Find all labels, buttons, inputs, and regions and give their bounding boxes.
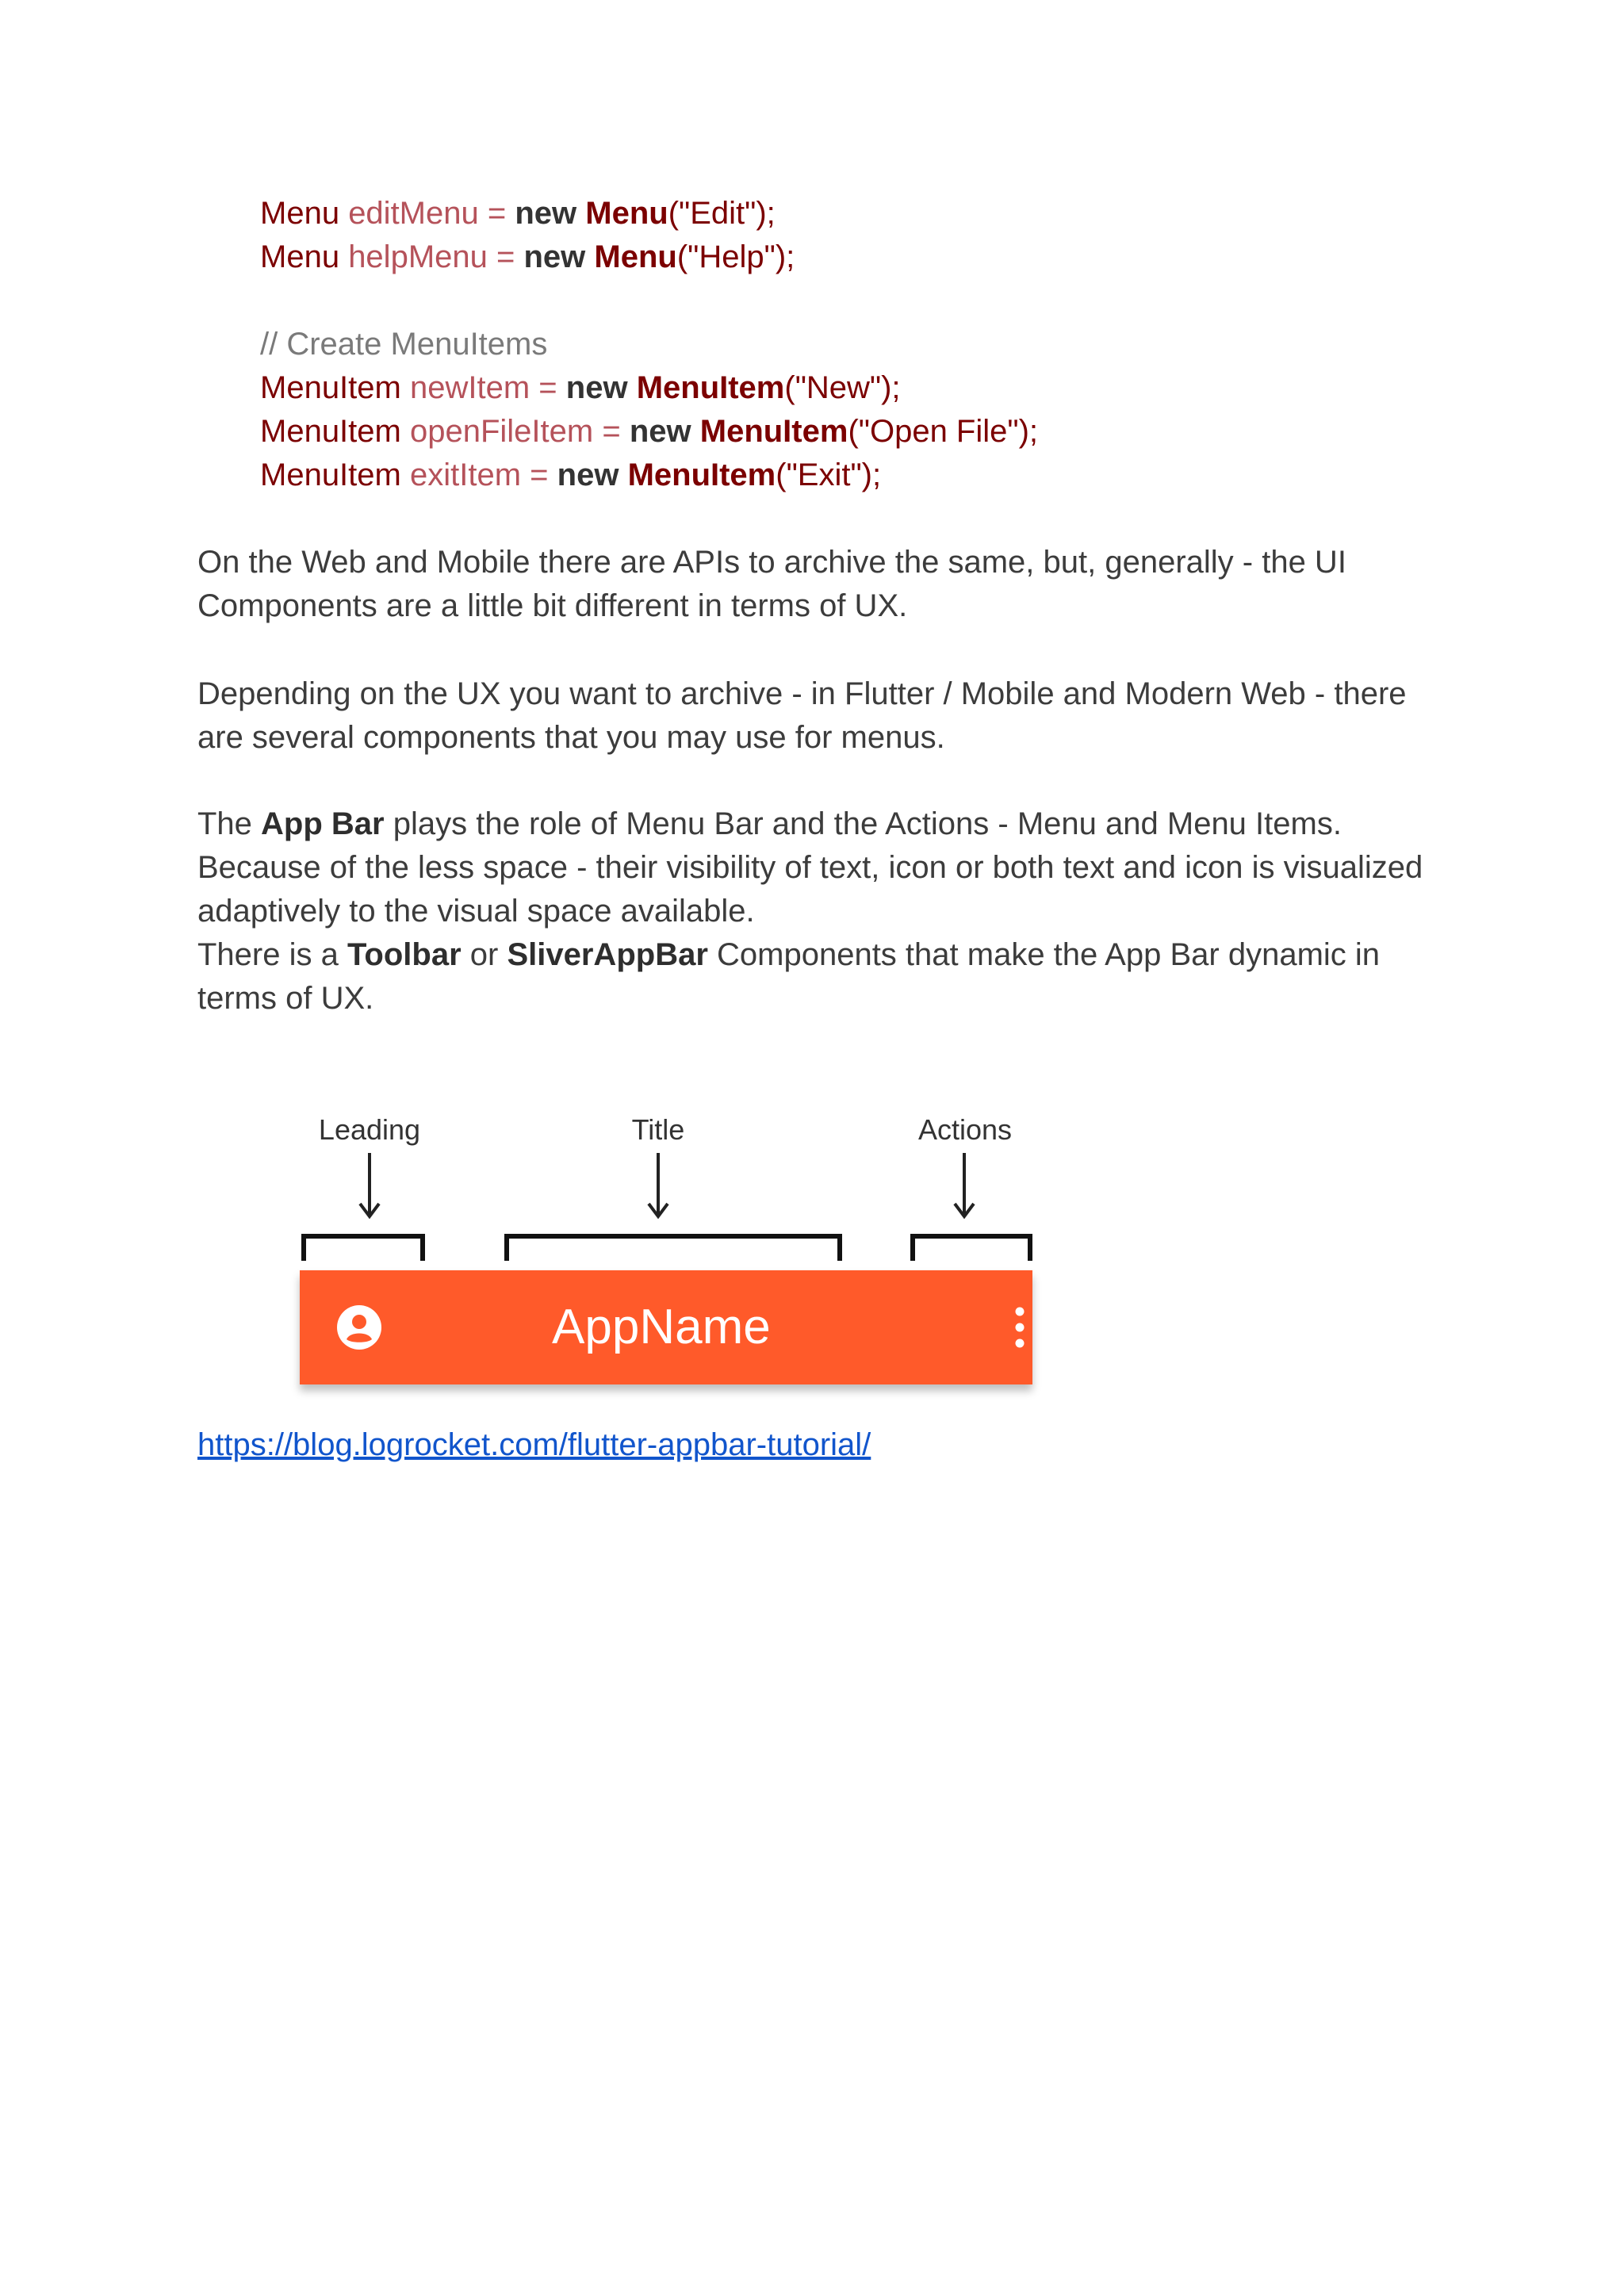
code-blank-line [260, 279, 1038, 323]
appbar-anatomy-figure [285, 1094, 1047, 1427]
app-bar-title: AppName [552, 1300, 771, 1354]
account-circle-icon[interactable] [336, 1304, 382, 1350]
label-leading: Leading [318, 1113, 421, 1146]
more-vert-icon[interactable] [1015, 1304, 1025, 1350]
label-actions: Actions [917, 1113, 1013, 1146]
bracket-title [504, 1234, 842, 1261]
code-comment: // Create MenuItems [260, 327, 548, 362]
code-line-exit-item: MenuItem exitItem = new MenuItem("Exit"); [260, 458, 882, 492]
paragraph-depending: Depending on the UX you want to archive - in Flutter / Mobile and Modern Web - there are several components that you may use for menus. [197, 676, 1407, 755]
code-line-new-item: MenuItem newItem = new MenuItem("New"); [260, 370, 901, 405]
code-block [260, 192, 1038, 497]
bold-sliver-app-bar: SliverAppBar [507, 937, 708, 972]
paragraph-web-mobile: On the Web and Mobile there are APIs to archive the same, but, generally - the UI Components are a little bit different in terms of UX. [197, 545, 1346, 623]
paragraph-app-bar: The App Bar plays the role of Menu Bar and the Actions - Menu and Menu Items. Because of the less space - their visibility of text, icon or both text and icon is visualized adaptively to the visual space available. There is a Toolbar or SliverAppBar Components that make the App Bar dynamic in terms of UX. [197, 806, 1423, 1016]
label-title: Title [631, 1113, 685, 1146]
app-bar [300, 1270, 1032, 1384]
arrow-down-icon [354, 1150, 385, 1221]
code-line-open-file-item: MenuItem openFileItem = new MenuItem("Open File"); [260, 414, 1039, 449]
source-link[interactable]: https://blog.logrocket.com/flutter-appbar-tutorial/ [197, 1427, 871, 1462]
bold-toolbar: Toolbar [347, 937, 462, 972]
bracket-actions [910, 1234, 1032, 1261]
bold-app-bar: App Bar [261, 806, 385, 841]
arrow-down-icon [948, 1150, 980, 1221]
arrow-down-icon [642, 1150, 674, 1221]
code-line-edit-menu: Menu editMenu = new Menu("Edit"); [260, 196, 776, 231]
code-line-help-menu: Menu helpMenu = new Menu("Help"); [260, 239, 795, 274]
bracket-leading [301, 1234, 425, 1261]
